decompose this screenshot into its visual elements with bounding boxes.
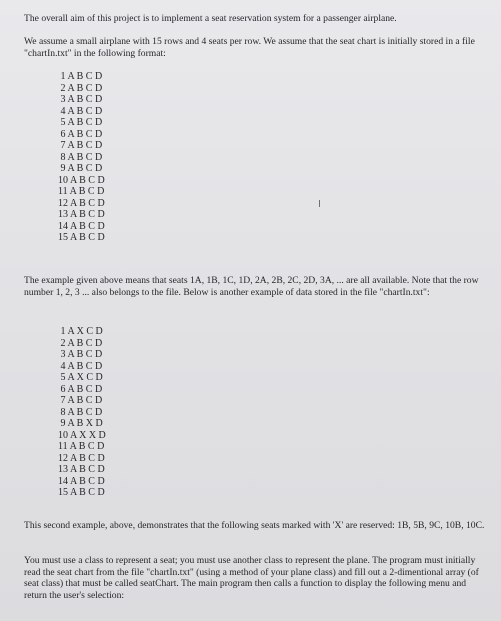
seat-row: 11 A B C D bbox=[58, 186, 105, 197]
seat-row: 5 A B C D bbox=[58, 117, 103, 128]
seat-row: 8 A B C D bbox=[58, 406, 103, 418]
assumption-paragraph: We assume a small airplane with 15 rows and 4 seats per row. We assume that the seat chart is initially stored in a file "chartIn.txt" in the following format: bbox=[24, 36, 475, 59]
seat-row: 13 A B C D bbox=[58, 209, 105, 220]
seat-row: 1 A X C D bbox=[58, 326, 103, 337]
seat-row: 2 A B C D bbox=[58, 82, 103, 94]
seat-row: 2 A B C D bbox=[58, 337, 103, 349]
seat-row: 1 A B C D bbox=[58, 71, 103, 82]
seat-row: 9 A B X D bbox=[58, 418, 103, 429]
seat-row: 8 A B C D bbox=[58, 151, 103, 163]
seat-chart-example-2 bbox=[58, 326, 106, 499]
text-cursor-icon: I bbox=[318, 199, 321, 210]
seat-row: 15 A B C D bbox=[58, 487, 105, 498]
instructions-paragraph: You must use a class to represent a seat; you must use another class to represent the plane. The program must initially read the seat chart from the file "chartIn.txt" (using a method of your plane class) and fill out a 2-dimentional array (of seat class) that must be called seatChart. The main program then calls a function to display the following menu and return the user's selection: bbox=[24, 555, 479, 601]
seat-row: 7 A B C D bbox=[58, 140, 103, 151]
seat-row: 3 A B C D bbox=[58, 349, 103, 360]
seat-row: 15 A B C D bbox=[58, 232, 105, 243]
seat-row: 12 A B C D bbox=[58, 452, 105, 464]
example-explanation-paragraph: The example given above means that seats 1A, 1B, 1C, 1D, 2A, 2B, 2C, 2D, 3A, ... are all available. Note that the row number 1, 2, 3 ... also belongs to the file. Below is another example of data stored in the file "chartIn.txt": bbox=[24, 275, 479, 298]
seat-row: 14 A B C D bbox=[58, 220, 105, 232]
seat-row: 6 A B C D bbox=[58, 128, 103, 140]
seat-row: 10 A B C D bbox=[58, 174, 105, 186]
seat-row: 3 A B C D bbox=[58, 94, 103, 105]
seat-row: 13 A B C D bbox=[58, 464, 105, 475]
seat-row: 9 A B C D bbox=[58, 163, 103, 174]
seat-row: 4 A B C D bbox=[58, 105, 103, 117]
seat-chart-example-1 bbox=[58, 71, 105, 244]
seat-row: 7 A B C D bbox=[58, 395, 103, 406]
seat-row: 11 A B C D bbox=[58, 441, 105, 452]
seat-row: 6 A B C D bbox=[58, 383, 103, 395]
reserved-seats-paragraph: This second example, above, demonstrates that the following seats marked with 'X' are reserved: 1B, 5B, 9C, 10B, 10C. bbox=[24, 520, 485, 531]
intro-paragraph: The overall aim of this project is to implement a seat reservation system for a passenger airplane. bbox=[24, 13, 397, 24]
seat-row: 12 A B C D bbox=[58, 197, 105, 209]
seat-row: 4 A B C D bbox=[58, 360, 103, 372]
seat-row: 5 A X C D bbox=[58, 372, 103, 383]
seat-row: 14 A B C D bbox=[58, 475, 105, 487]
seat-row: 10 A X X D bbox=[58, 429, 106, 441]
